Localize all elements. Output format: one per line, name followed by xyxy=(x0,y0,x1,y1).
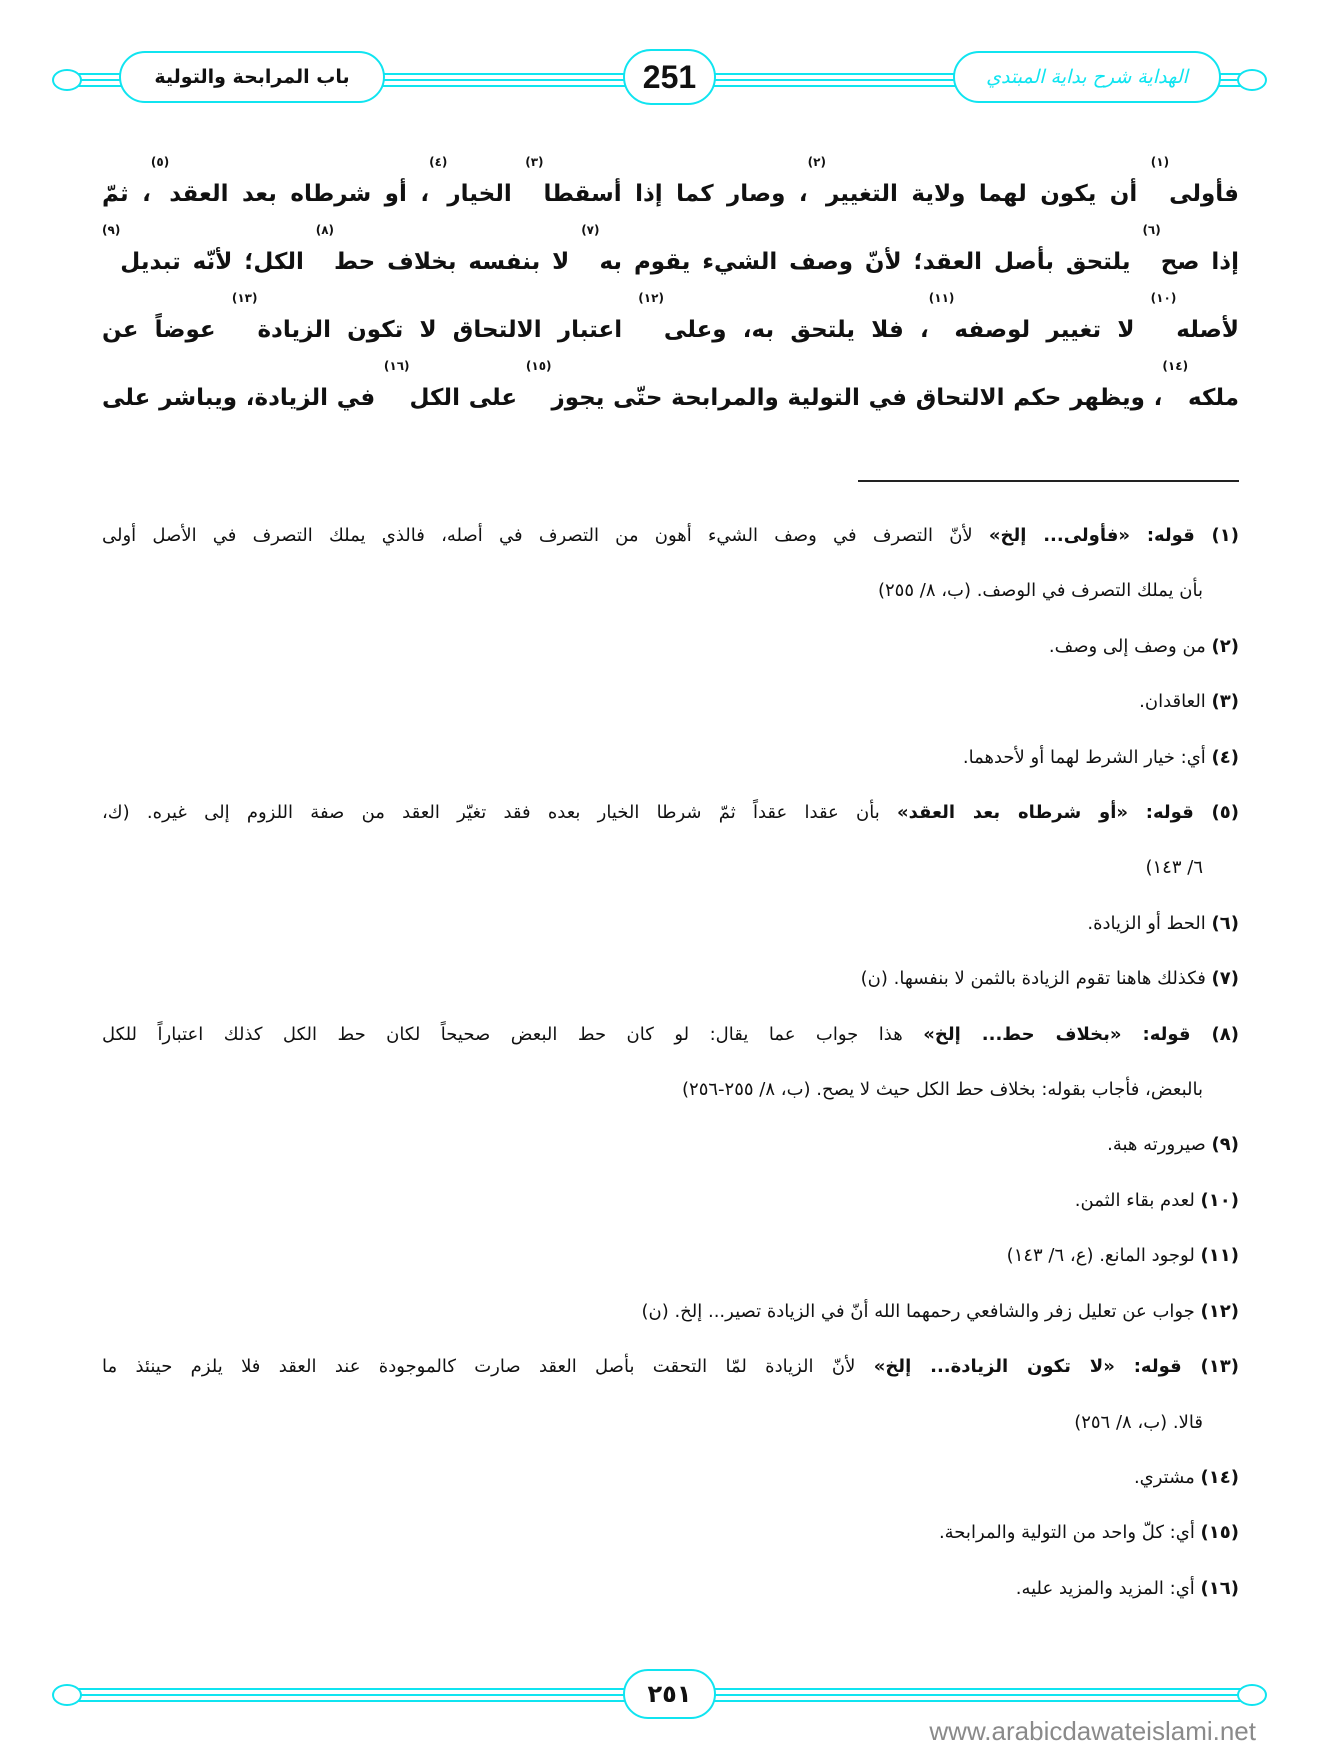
book-title-logo: الهداية شرح بداية المبتدي xyxy=(986,66,1188,88)
text-segment: بأن يملك التصرف في الوصف. (ب، ٨/ ٢٥٥) xyxy=(877,580,1203,602)
text-segment: ، فلا يلتحق به، وعلى xyxy=(663,317,929,343)
text-segment: مشتري. xyxy=(1133,1466,1201,1488)
footnote-label: (١١) xyxy=(1200,1245,1239,1267)
footnote-marker: (١٣) xyxy=(231,291,258,305)
footnote-line xyxy=(102,840,1239,895)
footnote-label: (١٥) xyxy=(1200,1522,1239,1544)
text-segment: فكذلك هاهنا تقوم الزيادة بالثمن لا بنفسها. (ن) xyxy=(860,968,1212,990)
text-segment: في الزيادة، ويباشر على xyxy=(102,385,384,411)
chapter-title: باب المرابحة والتولية xyxy=(154,66,350,88)
text-segment: اعتبار الالتحاق لا تكون الزيادة xyxy=(257,317,639,343)
text-segment: فأولى xyxy=(1169,181,1239,207)
footnote-marker: (٦) xyxy=(1142,223,1161,237)
footnote-marker: (١١) xyxy=(928,291,955,305)
footnote-label: (٩) xyxy=(1211,1134,1239,1156)
watermark: www.arabicdawateislami.net xyxy=(929,1716,1256,1746)
footnote-label: (٧) xyxy=(1211,968,1239,990)
footnote-separator xyxy=(858,480,1239,482)
footnote-label: (١) قوله: «فأولى... إلخ» xyxy=(988,525,1239,546)
footnote-marker: (٨) xyxy=(315,223,335,237)
main-text-line xyxy=(102,359,1239,432)
footnote-line xyxy=(102,1505,1239,1560)
footnote-line xyxy=(102,563,1239,618)
footnote-marker: (١) xyxy=(1150,155,1170,169)
text-segment: لا بنفسه بخلاف حط xyxy=(334,249,582,275)
text-segment: هذا جواب عما يقال: لو كان حط البعض صحيحاً لكان حط الكل كذلك اعتباراً للكل xyxy=(102,1023,924,1045)
main-text-line xyxy=(102,291,1239,364)
text-segment: إذا صح xyxy=(1160,249,1239,275)
text-segment: على الكل xyxy=(409,385,526,411)
text-segment: الخيار xyxy=(447,181,526,207)
text-segment: أي: خيار الشرط لهما أو لأحدهما. xyxy=(962,746,1212,768)
ornament-cap xyxy=(52,69,82,91)
footnote-marker: (٤) xyxy=(429,155,448,169)
footnote-line xyxy=(102,674,1239,729)
footnote-marker: (١٦) xyxy=(383,359,410,373)
footnote-marker: (٥) xyxy=(150,155,170,169)
footnote-label: (٦) xyxy=(1211,912,1239,934)
text-segment: لأصله xyxy=(1176,317,1239,343)
footnote-line xyxy=(102,1173,1239,1228)
footnote-line xyxy=(102,508,1239,563)
footnote-label: (٣) xyxy=(1211,691,1239,713)
footnote-line xyxy=(102,1561,1239,1616)
main-text-line xyxy=(102,223,1239,296)
text-segment: صيرورته هبة. xyxy=(1107,1134,1212,1156)
footnote-marker: (٣) xyxy=(525,155,544,169)
text-segment: لعدم بقاء الثمن. xyxy=(1074,1189,1201,1211)
chapter-title-box xyxy=(119,51,385,103)
text-segment: الحط أو الزيادة. xyxy=(1087,912,1212,934)
footnote-line xyxy=(102,1117,1239,1172)
ornament-cap xyxy=(1237,1684,1267,1706)
footnote-line xyxy=(102,730,1239,785)
footnote-label: (١٤) xyxy=(1200,1466,1239,1488)
footnote-marker: (١٤) xyxy=(1162,359,1189,373)
footnote-line xyxy=(102,896,1239,951)
footnote-line xyxy=(102,1007,1239,1062)
text-segment: ، ويظهر حكم الالتحاق في التولية والمرابحة حتّى يجوز xyxy=(551,385,1163,411)
footnote-marker: (١٥) xyxy=(525,359,552,373)
main-text-line xyxy=(102,155,1239,228)
text-segment: ، وصار كما إذا أسقطا xyxy=(543,181,808,207)
footnotes xyxy=(102,508,1239,1616)
text-segment: لأنّ الزيادة لمّا التحقت بأصل العقد صارت كالموجودة عند العقد فلا يلزم حينئذ ما xyxy=(102,1356,874,1378)
footnote-label: (١٢) xyxy=(1200,1300,1239,1322)
footnote-marker: (٢) xyxy=(807,155,826,169)
text-segment: لوجود المانع. (ع، ٦/ ١٤٣) xyxy=(1006,1245,1201,1267)
text-segment: بأن عقدا عقداً ثمّ شرطا الخيار بعده فقد تغيّر العقد من صفة اللزوم إلى غيره. (ك، xyxy=(102,802,897,824)
footnote-label: (١٦) xyxy=(1200,1577,1239,1599)
text-segment: ملكه xyxy=(1188,385,1239,411)
footer-page-number-box xyxy=(623,1669,716,1719)
text-segment: قالا. (ب، ٨/ ٢٥٦) xyxy=(1074,1411,1203,1433)
text-segment: لا تغيير لوصفه xyxy=(954,317,1151,343)
ornament-cap xyxy=(52,1684,82,1706)
text-segment: عوضاً عن xyxy=(102,317,232,343)
text-segment: ، ثمّ xyxy=(102,181,151,207)
text-segment: ، أو شرطاه بعد العقد xyxy=(169,181,430,207)
page-number: 251 xyxy=(642,58,697,95)
footnote-label: (٥) قوله: «أو شرطاه بعد العقد» xyxy=(897,802,1239,824)
footnote-marker: (١٢) xyxy=(638,291,664,305)
footnote-marker: (١٠) xyxy=(1150,291,1177,305)
main-text xyxy=(102,155,1239,432)
footnote-line xyxy=(102,785,1239,840)
footnote-line xyxy=(102,1062,1239,1117)
footnote-marker: (٩) xyxy=(102,223,121,237)
footer-page-number: ٢٥١ xyxy=(647,1680,692,1708)
footnote-line xyxy=(102,1395,1239,1450)
ornament-cap xyxy=(1237,69,1267,91)
footnote-label: (١٣) قوله: «لا تكون الزيادة... إلخ» xyxy=(873,1356,1239,1378)
text-segment: يلتحق بأصل العقد؛ لأنّ وصف الشيء يقوم به xyxy=(599,249,1143,275)
text-segment: أن يكون لهما ولاية التغيير xyxy=(825,181,1151,207)
text-segment: جواب عن تعليل زفر والشافعي رحمهما الله أنّ في الزيادة تصير... إلخ. (ن) xyxy=(641,1300,1201,1322)
text-segment: أي: المزيد والمزيد عليه. xyxy=(1015,1577,1201,1599)
text-segment: أي: كلّ واحد من التولية والمرابحة. xyxy=(938,1522,1201,1544)
footnote-label: (٢) xyxy=(1211,635,1239,657)
footnote-label: (٨) قوله: «بخلاف حط... إلخ» xyxy=(923,1023,1239,1045)
text-segment: بالبعض، فأجاب بقوله: بخلاف حط الكل حيث لا يصح. (ب، ٨/ ٢٥٥-٢٥٦) xyxy=(682,1079,1203,1101)
footnote-line xyxy=(102,619,1239,674)
footnote-line xyxy=(102,1228,1239,1283)
page-number-box xyxy=(623,49,716,105)
text-segment: من وصف إلى وصف. xyxy=(1048,635,1212,657)
footnote-line xyxy=(102,1450,1239,1505)
text-segment: العاقدان. xyxy=(1139,691,1212,713)
text-segment: ٦/ ١٤٣) xyxy=(1145,857,1203,879)
book-title-box xyxy=(953,51,1221,103)
footnote-line xyxy=(102,1284,1239,1339)
footnote-label: (١٠) xyxy=(1200,1189,1239,1211)
text-segment: الكل؛ لأنّه تبديل xyxy=(120,249,316,275)
text-segment: لأنّ التصرف في وصف الشيء أهون من التصرف في أصله، فالذي يملك التصرف في الأصل أولى xyxy=(102,525,989,546)
footnote-label: (٤) xyxy=(1211,746,1239,768)
footnote-line xyxy=(102,951,1239,1006)
footnote-marker: (٧) xyxy=(581,223,600,237)
footnote-line xyxy=(102,1339,1239,1394)
